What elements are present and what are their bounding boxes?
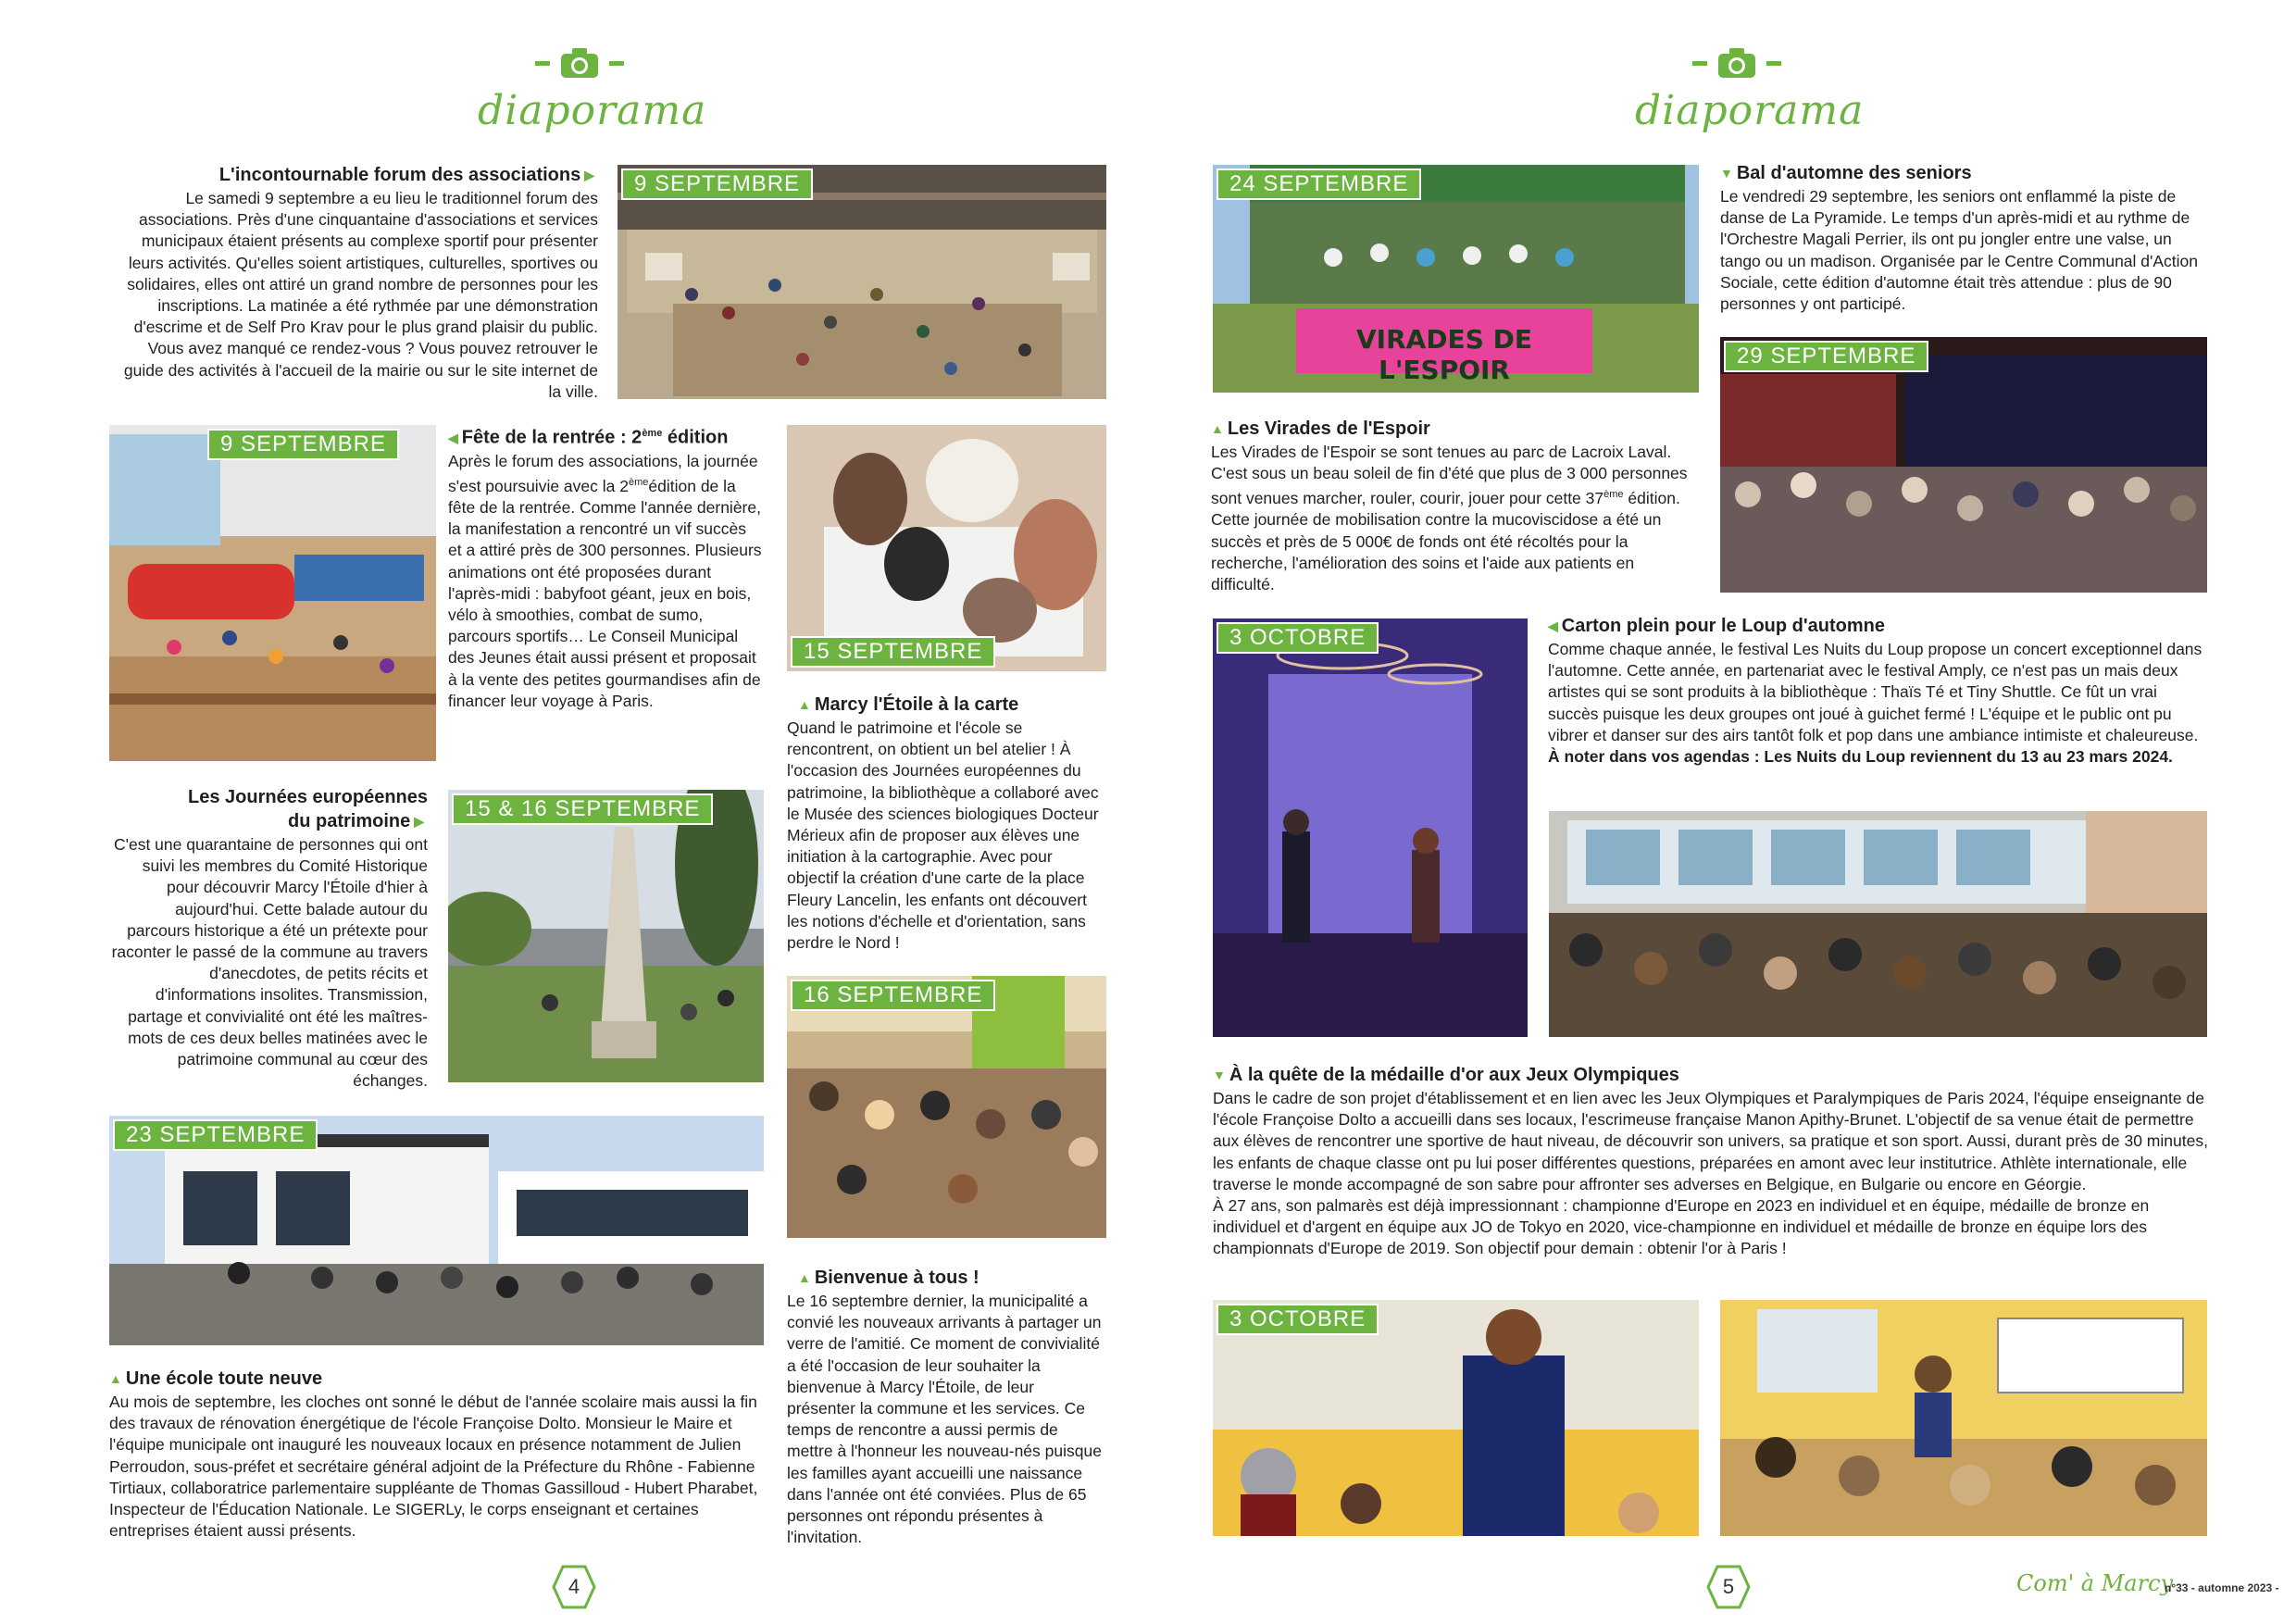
triangle-down-icon: ▼ <box>1213 1068 1226 1082</box>
date-tag: 24 SEPTEMBRE <box>1217 169 1421 200</box>
virades-photo <box>1213 165 1699 393</box>
patrimoine-article <box>109 785 428 1092</box>
section-title: diaporama <box>1635 87 1865 134</box>
triangle-up-icon: ▲ <box>109 1371 122 1386</box>
loup-audience-photo <box>1549 811 2207 1037</box>
carte-photo <box>787 425 1106 671</box>
left-page-logo <box>478 44 707 146</box>
loup-body: Comme chaque année, le festival Les Nuits du Loup propose un concert exceptionnel dans l'automne. Cette année, en partenariat avec le festival Amply, ce n'est pas un mais deux artistes qui se sont produits à la bibliothèque : Thaïs Té et Tiny Shuttle. Ce fût un vrai succès puisque les deux groupes ont joué à guichet fermé ! L'équipe et le public ont pu vibrer et danser sur des airs tantôt folk et pop dans une ambiance intimiste et chaleureuse. <box>1548 640 2202 744</box>
virades-article <box>1211 417 1698 595</box>
fete-title: ◀ Fête de la rentrée : 2ème édition <box>448 427 729 448</box>
bal-title: ▼ Bal d'automne des seniors <box>1720 163 1972 183</box>
triangle-right-icon: ▶ <box>414 814 424 829</box>
triangle-left-icon: ◀ <box>1548 618 1558 633</box>
bienvenue-photo <box>787 976 1106 1238</box>
triangle-left-icon: ◀ <box>448 430 458 445</box>
triangle-down-icon: ▼ <box>1720 166 1733 181</box>
date-tag: 16 SEPTEMBRE <box>791 980 995 1011</box>
date-tag: 9 SEPTEMBRE <box>207 429 399 460</box>
bienvenue-body: Le 16 septembre dernier, la municipalité a convié les nouveaux arrivants à partager un verre de l'amitié. Ce moment de convivialité a été l'occasion de leur souhaiter la bienvenue à Marcy l'Étoile, de leur présenter la commune et les services. Ce temps de rencontre a aussi permis de mettre à l'honneur les nouveau-nés puisque les familles ayant accueilli une naissance dans l'année ont été conviées. Plus de 65 personnes ont répondu présentes à l'invitation. <box>787 1292 1102 1547</box>
date-tag: 9 SEPTEMBRE <box>621 169 813 200</box>
loup-agenda-note: À noter dans vos agendas : Les Nuits du Loup reviennent du 13 au 23 mars 2024. <box>1548 747 2173 767</box>
patrimoine-title: Les Journées européennes du patrimoine ▶ <box>188 787 428 831</box>
date-tag: 3 OCTOBRE <box>1217 1304 1379 1335</box>
jo-body-1: Dans le cadre de son projet d'établissement et en lien avec les Jeux Olympiques et Paralympiques de Paris 2024, l'équipe enseignante de l'école Françoise Dolto a accueilli dans ses locaux, l'escrimeuse française Manon Apithy-Brunet. L'objectif de sa venue était de permettre aux élèves de rencontrer une sportive de haut niveau, de découvrir son univers, sa pratique et son sport. Aussi, durant près de 30 minutes, les enfants de chaque classe ont pu lui poser différentes questions, préparées en amont avec leur institutrice. Athlète internationale, elle traverse le monde accompagné de son sabre pour affronter ses adverses en Belgique, en Bulgarie ou encore en Géorgie. <box>1213 1089 2208 1193</box>
date-tag: 15 SEPTEMBRE <box>791 636 995 668</box>
bal-body: Le vendredi 29 septembre, les seniors ont enflammé la piste de danse de La Pyramide. Le temps d'un après-midi et au rythme de l'Orchestre Magali Perrier, ils ont pu jongler entre une valse, un tango ou un madison. Organisée par le Centre Communal d'Action Sociale, cette édition d'automne était très attendue : plus de 90 personnes y ont participé. <box>1720 187 2198 314</box>
carte-title: ▲ Marcy l'Étoile à la carte <box>798 694 1019 715</box>
date-tag: 15 & 16 SEPTEMBRE <box>452 793 713 825</box>
triangle-up-icon: ▲ <box>798 1270 811 1285</box>
footer-issue-info: n°33 - automne 2023 - <box>2165 1581 2279 1594</box>
fete-body: Après le forum des associations, la journée s'est poursuivie avec la 2èmeédition de la fête de la rentrée. Comme l'année dernière, la manifestation a rencontré un vif succès et a attiré près de 300 personnes. Plusieurs animations ont été proposées durant l'après-midi : babyfoot géant, jeux en bois, vélo à smoothies, combat de sumo, parcours sportifs… Le Conseil Municipal des Jeunes était aussi présent et proposait à la vente des petites gourmandises afin de financer leur voyage à Paris. <box>448 451 762 710</box>
fete-article <box>448 421 763 712</box>
bienvenue-article <box>787 1266 1106 1548</box>
fete-photo <box>109 425 436 761</box>
page-number: 4 <box>552 1565 596 1609</box>
virades-title: ▲ Les Virades de l'Espoir <box>1211 418 1430 439</box>
date-tag: 3 OCTOBRE <box>1217 622 1379 654</box>
virades-banner: VIRADES DE L'ESPOIR <box>1356 324 1532 385</box>
forum-body: Le samedi 9 septembre a eu lieu le traditionnel forum des associations. Près d'une cinquantaine d'associations et services municipaux étaient présents au complexe sportif pour présenter leurs activités. Qu'elles soient artistiques, culturelles, sportives ou solidaires, elles ont attiré un grand nombre de personnes pour les inscriptions. La matinée a été rythmée par une démonstration d'escrime et de Self Pro Krav pour le plus grand plaisir du public. Vous avez manqué ce rendez-vous ? Vous pouvez retrouver le guide des activités à l'accueil de la mairie ou sur le site internet de la ville. <box>123 189 598 401</box>
triangle-up-icon: ▲ <box>798 697 811 712</box>
forum-title: L'incontournable forum des associations ▶ <box>218 165 594 185</box>
jo-article <box>1213 1063 2208 1260</box>
ecole-body: Au mois de septembre, les cloches ont sonné le début de l'année scolaire mais aussi la fin des travaux de rénovation énergétique de l'école Françoise Dolto. Monsieur le Maire et l'équipe municipale ont inauguré les nouveaux locaux en présence notamment de Julien Perroudon, sous-préfet et secrétaire général adjoint de la Préfecture du Rhône - Fabienne Tirtiaux, collaboratrice parlementaire suppléante de Thomas Gassilloud - Hubert Pharabet, Inspecteur de l'Éducation Nationale. Le SIGERLy, le corps enseignant et certaines entreprises étaient aussi présents. <box>109 1393 758 1541</box>
loup-article <box>1548 614 2207 768</box>
bienvenue-title: ▲ Bienvenue à tous ! <box>798 1268 980 1288</box>
carte-body: Quand le patrimoine et l'école se rencontrent, on obtient un bel atelier ! À l'occasion des Journées européennes du patrimoine, la bibliothèque a collaboré avec le Musée des sciences biologiques Docteur Mérieux afin de proposer aux élèves une initiation à la cartographie. Avec pour objectif la création d'une carte de la place Fleury Lancelin, les enfants ont découvert les notions d'échelle et d'orientation, sans perdre le Nord ! <box>787 718 1099 953</box>
logo-dash <box>609 61 624 66</box>
forum-photo <box>618 165 1106 399</box>
triangle-up-icon: ▲ <box>1211 421 1224 436</box>
footer-brand-logo: Com' à Marcy <box>2016 1570 2174 1596</box>
loup-photo <box>1213 618 1528 1037</box>
virades-body: Les Virades de l'Espoir se sont tenues au parc de Lacroix Laval. C'est sous un beau soleil de fin d'été que plus de 3 000 personnes sont venues marcher, rouler, courir, jouer pour cette 37ème édition. Cette journée de mobilisation contre la mucoviscidose a été un succès et près de 5 000€ de fonds ont été récoltés pour la recherche, l'amélioration des soins et l'aide aux patients en difficulté. <box>1211 443 1688 594</box>
bal-article <box>1720 161 2211 315</box>
forum-article <box>111 163 598 403</box>
page-number: 5 <box>1706 1565 1751 1609</box>
jo-photo-2 <box>1720 1300 2207 1536</box>
jo-photo-1 <box>1213 1300 1699 1536</box>
triangle-right-icon: ▶ <box>584 168 594 182</box>
carte-article <box>787 693 1106 954</box>
logo-dash <box>535 61 550 66</box>
jo-body-2: À 27 ans, son palmarès est déjà impressionnant : championne d'Europe en 2023 en individuel et en équipe, médaille de bronze en individuel et d'argent en équipe aux JO de Tokyo en 2020, vice-championne en individuel et médaille de bronze en équipe lors des championnats d'Europe de 2019. Son objectif pour demain : obtenir l'or à Paris ! <box>1213 1196 2150 1258</box>
logo-dash <box>1692 61 1707 66</box>
ecole-article <box>109 1367 765 1542</box>
patrimoine-photo <box>448 790 764 1082</box>
date-tag: 29 SEPTEMBRE <box>1724 341 1928 372</box>
logo-dash <box>1766 61 1781 66</box>
loup-title: ◀ Carton plein pour le Loup d'automne <box>1548 616 1885 636</box>
bal-photo <box>1720 337 2207 593</box>
ecole-title: ▲ Une école toute neuve <box>109 1368 323 1389</box>
right-page-logo <box>1635 44 1865 146</box>
ecole-photo <box>109 1116 764 1345</box>
date-tag: 23 SEPTEMBRE <box>113 1119 318 1151</box>
jo-title: ▼ À la quête de la médaille d'or aux Jeux Olympiques <box>1213 1065 1679 1085</box>
patrimoine-body: C'est une quarantaine de personnes qui ont suivi les membres du Comité Historique pour découvrir Marcy l'Étoile d'hier à aujourd'hui. Cette balade autour du parcours historique a été un prétexte pour raconter le passé de la commune au travers d'anecdotes, de petits récits et d'informations insolites. Transmission, partage et convivialité ont été les maîtres-mots de ces deux belles matinées avec le patrimoine communal au cœur des échanges. <box>111 835 428 1091</box>
section-title: diaporama <box>478 87 707 134</box>
camera-icon <box>1716 46 1757 80</box>
camera-icon <box>559 46 600 80</box>
